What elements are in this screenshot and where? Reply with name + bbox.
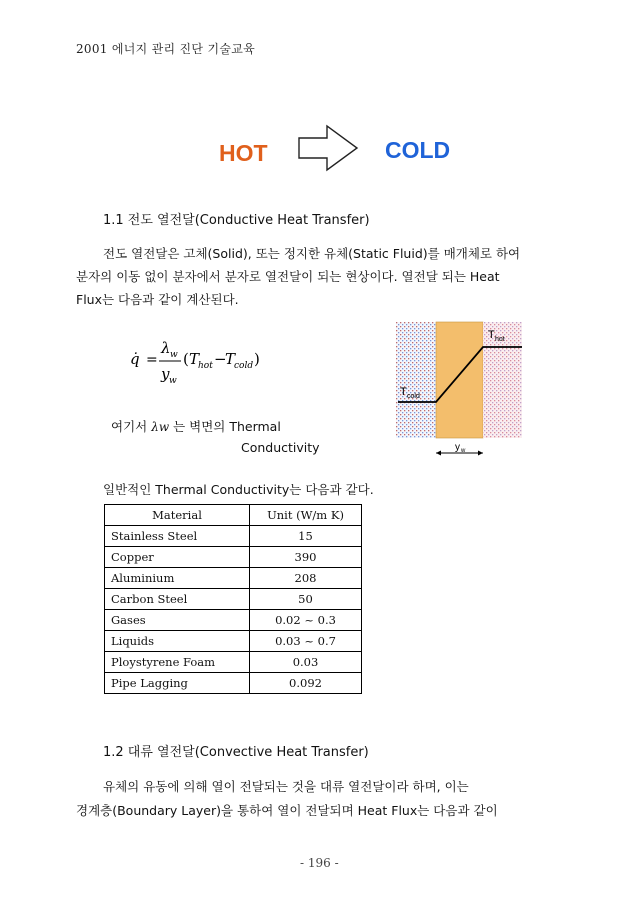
wall-region <box>436 322 483 438</box>
where-line2: Conductivity <box>241 440 320 455</box>
table-intro: 일반적인 Thermal Conductivity는 다음과 같다. <box>103 482 374 497</box>
value-cell: 390 <box>250 547 362 568</box>
section-1-2-title: 1.2 대류 열전달(Convective Heat Transfer) <box>103 745 369 760</box>
table-row <box>105 652 362 673</box>
eq-t-hot-sub: hot <box>198 361 213 371</box>
wall-temperature-diagram <box>394 320 526 460</box>
material-cell: Carbon Steel <box>105 589 250 610</box>
t-cold-sub: cold <box>407 393 420 400</box>
value-cell: 0.03 <box>250 652 362 673</box>
table-row <box>105 526 362 547</box>
table-header-row <box>105 505 362 526</box>
eq-numerator: λ <box>161 339 171 357</box>
section-1-1-para-line2: 분자의 이동 없이 분자에서 분자로 열전달이 되는 현상이다. 열전달 되는 Heat <box>76 269 500 284</box>
where-suffix: 는 벽면의 Thermal <box>173 419 281 434</box>
material-cell: Gases <box>105 610 250 631</box>
value-cell: 0.02 ~ 0.3 <box>250 610 362 631</box>
column-header-material: Material <box>105 505 250 526</box>
table-row <box>105 589 362 610</box>
value-cell: 0.03 ~ 0.7 <box>250 631 362 652</box>
svg-text:=: = <box>146 352 158 368</box>
t-cold-label: T <box>400 386 407 398</box>
lambda-w-symbol: λw <box>151 420 170 434</box>
value-cell: 0.092 <box>250 673 362 694</box>
svg-text:T: T <box>225 350 236 368</box>
cold-fluid-region <box>396 322 436 438</box>
svg-text:(: ( <box>183 350 189 368</box>
value-cell: 15 <box>250 526 362 547</box>
heat-flux-equation <box>128 334 278 386</box>
table-row <box>105 631 362 652</box>
material-cell: Pipe Lagging <box>105 673 250 694</box>
where-line1 <box>111 416 281 438</box>
eq-denominator: y <box>161 365 170 383</box>
arrow-right-icon <box>297 124 361 172</box>
yw-label: y <box>455 442 460 453</box>
yw-sub: w <box>461 448 466 454</box>
eq-numerator-sub: w <box>170 350 178 360</box>
section-1-1-title: 1.1 전도 열전달(Conductive Heat Transfer) <box>103 213 370 228</box>
table-row <box>105 568 362 589</box>
eq-denominator-sub: w <box>169 376 177 386</box>
value-cell: 50 <box>250 589 362 610</box>
thermal-conductivity-table <box>104 504 362 694</box>
where-prefix: 여기서 <box>111 419 148 434</box>
hot-label: HOT <box>219 140 268 166</box>
page-number: - 196 - <box>300 856 339 870</box>
material-cell: Liquids <box>105 631 250 652</box>
section-1-1-para-line1: 전도 열전달은 고체(Solid), 또는 정지한 유체(Static Fluid)를 매개체로 하여 <box>103 246 521 261</box>
table-row <box>105 610 362 631</box>
t-hot-label: T <box>488 329 495 341</box>
section-1-2-para-line1: 유체의 유동에 의해 열이 전달되는 것을 대류 열전달이라 하며, 이는 <box>103 779 469 794</box>
svg-text:−: − <box>214 350 227 368</box>
eq-lhs: q̇ <box>130 350 140 368</box>
material-cell: Ploystyrene Foam <box>105 652 250 673</box>
value-cell: 208 <box>250 568 362 589</box>
svg-text:T: T <box>189 350 200 368</box>
svg-text:): ) <box>254 350 260 368</box>
eq-t-cold-sub: cold <box>234 361 254 371</box>
section-1-2-para-line2: 경계층(Boundary Layer)을 통하여 열이 전달되며 Heat Flux는 다음과 같이 <box>76 803 498 818</box>
material-cell: Stainless Steel <box>105 526 250 547</box>
t-hot-sub: hot <box>495 336 505 343</box>
table-row <box>105 673 362 694</box>
page-header: 2001 에너지 관리 진단 기술교육 <box>76 42 256 56</box>
cold-label: COLD <box>385 137 451 163</box>
table-row <box>105 547 362 568</box>
material-cell: Aluminium <box>105 568 250 589</box>
column-header-unit: Unit (W/m K) <box>250 505 362 526</box>
section-1-1-para-line3: Flux는 다음과 같이 계산된다. <box>76 292 239 307</box>
material-cell: Copper <box>105 547 250 568</box>
